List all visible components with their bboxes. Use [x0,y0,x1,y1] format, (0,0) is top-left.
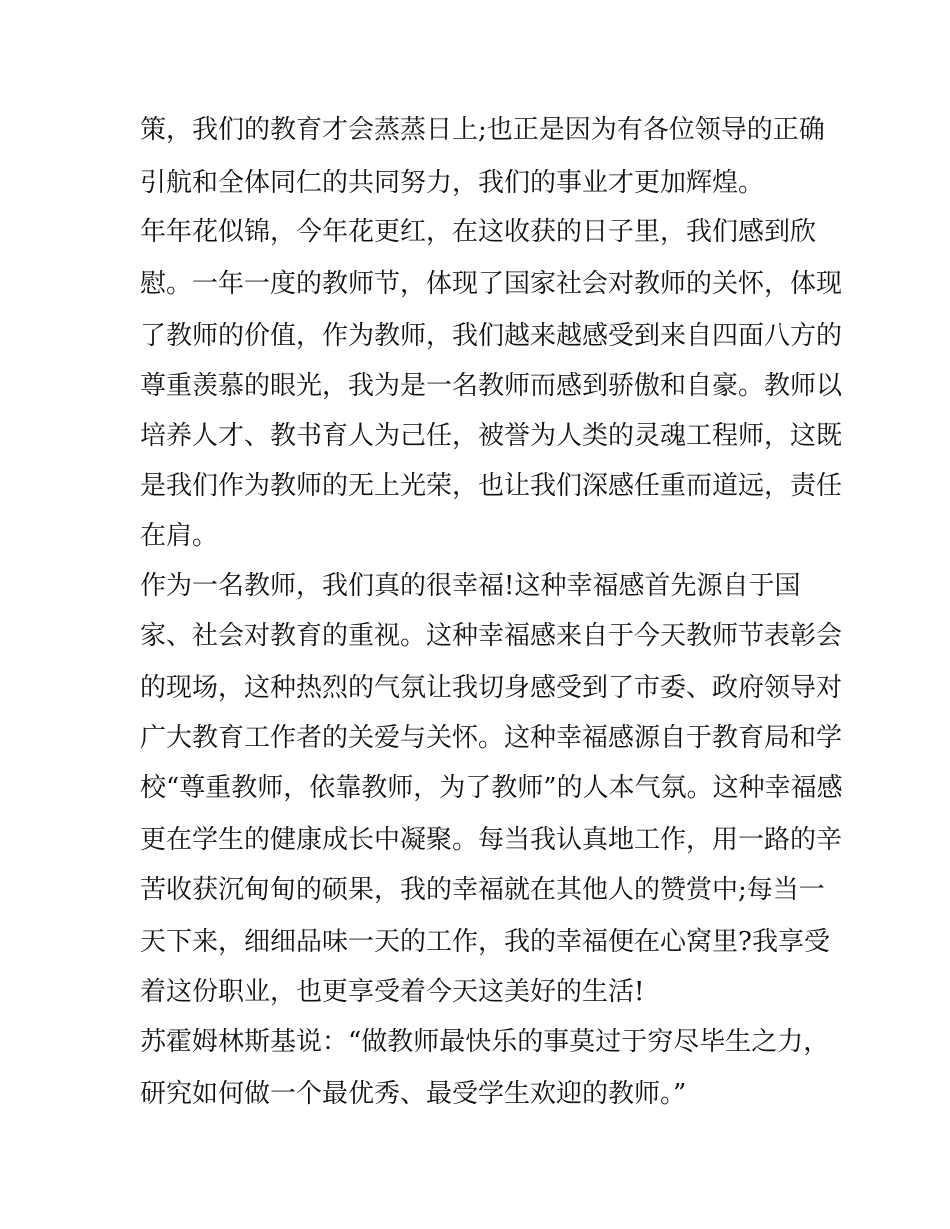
text-line: 是我们作为教师的无上光荣，也让我们深感任重而道远，责任 [140,471,843,501]
text-line: 引航和全体同仁的共同努力，我们的事业才更加辉煌。 [140,168,765,198]
text-line: 苦收获沉甸甸的硕果，我的幸福就在其他人的赞赏中;每当一 [140,875,825,905]
text-line: 在肩。 [140,521,219,551]
text-line: 的现场，这种热烈的气氛让我切身感受到了市委、政府领导对 [140,673,843,703]
text-line: 尊重羡慕的眼光，我为是一名教师而感到骄傲和自豪。教师以 [140,371,843,401]
text-line: 苏霍姆林斯基说：“做教师最快乐的事莫过于穷尽毕生之力， [140,1027,830,1057]
text-line: 着这份职业，也更享受着今天这美好的生活! [140,977,645,1007]
text-line: 慰。一年一度的教师节，体现了国家社会对教师的关怀，体现 [140,269,843,299]
text-line: 天下来，细细品味一天的工作，我的幸福便在心窝里?我享受 [140,927,830,957]
text-line: 作为一名教师，我们真的很幸福!这种幸福感首先源自于国 [140,571,801,601]
text-line: 更在学生的健康成长中凝聚。每当我认真地工作，用一路的辛 [140,825,843,855]
text-line: 培养人才、教书育人为己任，被誉为人类的灵魂工程师，这既 [140,421,843,451]
text-line: 广大教育工作者的关爱与关怀。这种幸福感源自于教育局和学 [140,723,843,753]
text-line: 了教师的价值，作为教师，我们越来越感受到来自四面八方的 [140,321,843,351]
text-line: 校“尊重教师，依靠教师，为了教师”的人本气氛。这种幸福感 [140,773,843,803]
text-line: 家、社会对教育的重视。这种幸福感来自于今天教师节表彰会 [140,621,843,651]
text-line: 年年花似锦，今年花更红，在这收获的日子里，我们感到欣 [140,217,817,247]
text-line: 策，我们的教育才会蒸蒸日上;也正是因为有各位领导的正确 [140,115,825,145]
text-line: 研究如何做一个最优秀、最受学生欢迎的教师。” [140,1079,687,1109]
